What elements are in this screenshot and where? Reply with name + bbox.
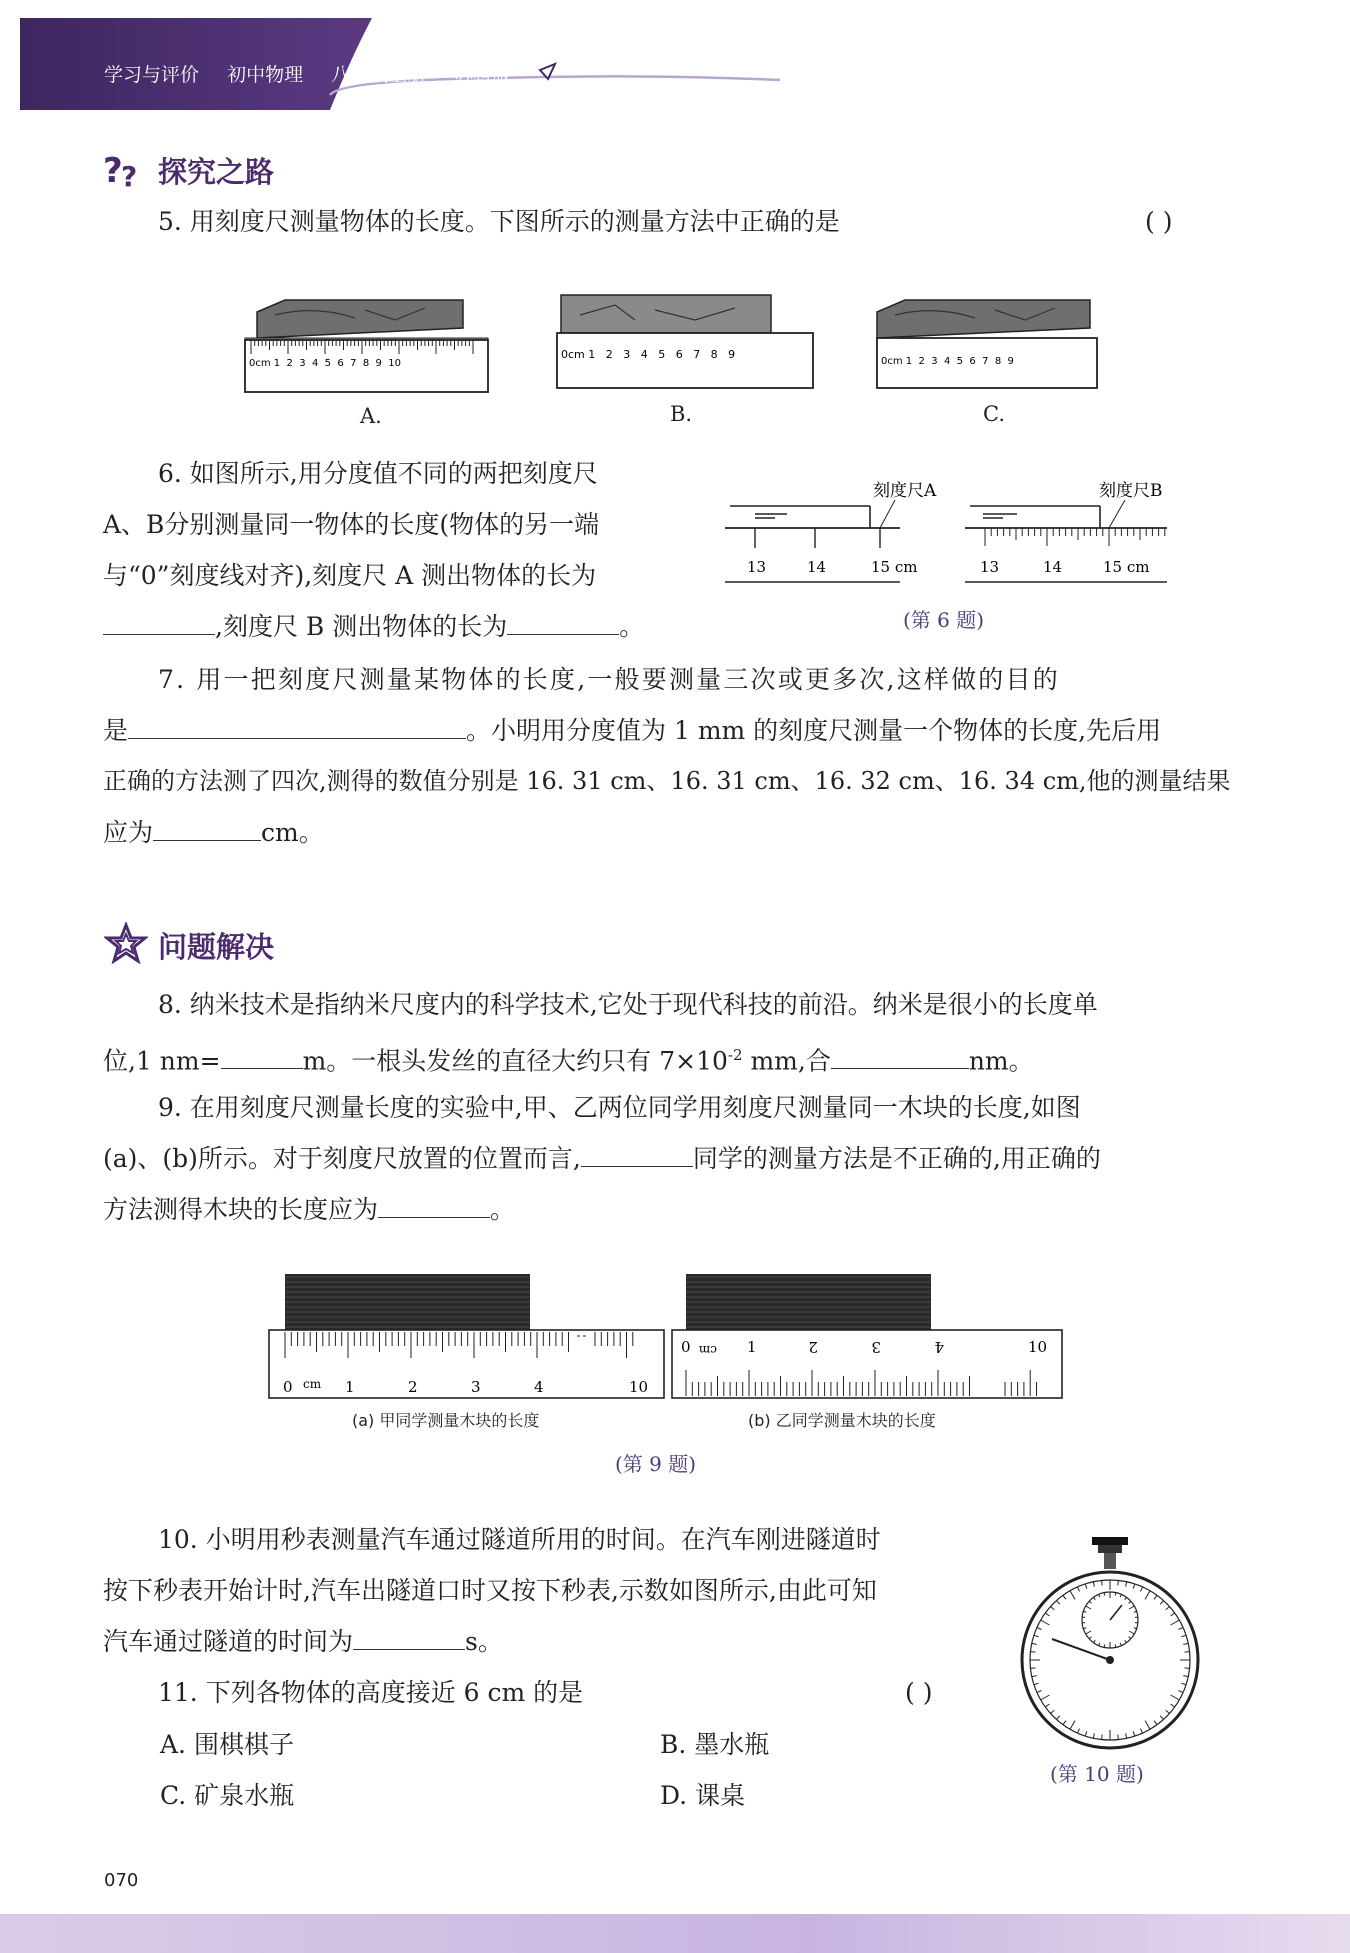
q8-exponent: -2: [727, 1046, 743, 1064]
q7-line2: [103, 705, 1161, 756]
section-title-solve: 问题解决: [158, 930, 275, 964]
q8-line2-c: mm,合: [742, 1046, 831, 1076]
q6-line3: 与“0”刻度线对齐),刻度尺 A 测出物体的长为: [103, 561, 597, 590]
q6-line4-end: 。: [619, 612, 645, 641]
dial-tick: [1030, 1652, 1035, 1653]
q9-b-tick-2: 2: [808, 1338, 818, 1356]
q5-figure-c: [877, 300, 1097, 388]
q7-line4-end: cm。: [261, 818, 324, 847]
q10-line3-b: s。: [465, 1627, 503, 1656]
q9-b-tick-3: 3: [871, 1338, 881, 1356]
dial-tick: [1102, 1580, 1103, 1585]
q6-caption: (第 6 题): [903, 608, 985, 632]
q9-a-tick-2: 2: [408, 1378, 418, 1396]
q9-a-tick-cm: cm: [303, 1377, 322, 1391]
q5-answer-paren: ( ): [1145, 207, 1173, 236]
header-title: [104, 60, 533, 87]
q9-b-tick-1: 1: [747, 1338, 757, 1356]
q11-option-c: C. 矿泉水瓶: [160, 1781, 295, 1810]
header-subject: 初中物理: [227, 64, 304, 86]
q8-line2: [103, 1030, 1034, 1086]
q5-option-b: B.: [670, 402, 693, 426]
q6-line2: A、B分别测量同一物体的长度(物体的另一端: [103, 510, 600, 539]
dial-tick: [1104, 1593, 1105, 1596]
svg-text:?: ?: [103, 151, 123, 190]
q9-b-tick-10: 10: [1028, 1338, 1048, 1356]
q9-a-tick-3: 3: [471, 1378, 481, 1396]
q9-a-tick-4: 4: [534, 1378, 544, 1396]
q10-line2: 按下秒表开始计时,汽车出隧道口时又按下秒表,示数如图所示,由此可知: [103, 1576, 877, 1605]
q7-line2-end: 。小明用分度值为 1 mm 的刻度尺测量一个物体的长度,先后用: [466, 716, 1162, 745]
q6-label-ruler-a: 刻度尺A: [873, 481, 937, 501]
q8-line2-d: nm。: [968, 1046, 1034, 1076]
q5-option-c: C.: [983, 402, 1005, 426]
q9-caption-a: (a) 甲同学测量木块的长度: [352, 1411, 540, 1430]
q9-line3: [103, 1184, 515, 1235]
q6-blank-b[interactable]: [507, 608, 619, 635]
q6-line4-mid: ,刻度尺 B 测出物体的长为: [215, 612, 508, 641]
svg-text:0cm 1 2 3 4 5 6 7: 0cm 1 2 3 4 5 6 7 8 9: [561, 348, 736, 361]
q9-b-tick-0: 0: [681, 1338, 691, 1356]
q6-line4: [103, 601, 644, 652]
q6-rulers-figure: [725, 468, 1185, 598]
svg-text:0cm 1 2 3 4 5 6 7 8 9: 0cm 1 2 3 4 5 6 7 8 9 10: [249, 358, 401, 369]
q11-option-d: D. 课桌: [660, 1781, 746, 1810]
dial-tick: [1115, 1593, 1116, 1596]
question-marks-icon: [103, 150, 147, 190]
dial-tick: [1118, 1735, 1119, 1740]
q9-blank-student[interactable]: [581, 1140, 693, 1167]
q9-a-tick-1: 1: [345, 1378, 355, 1396]
q9-a-tick-0: 0: [283, 1378, 293, 1396]
q6-tick-b-14: 14: [1043, 558, 1063, 576]
section-title-explore: 探究之路: [158, 155, 275, 189]
q9-b-tick-4: 4: [934, 1338, 944, 1356]
q7-blank-result[interactable]: [153, 814, 261, 841]
q10-caption: (第 10 题): [1050, 1762, 1144, 1786]
q8-line2-b: m。一根头发丝的直径大约只有 7×10: [302, 1046, 728, 1076]
q7-line4-start: 应为: [103, 818, 154, 847]
q5-figure-b: [557, 295, 813, 388]
footer-band: [0, 1914, 1350, 1953]
q9-line3-b: 。: [490, 1195, 516, 1224]
q6-label-ruler-b: 刻度尺B: [1099, 481, 1163, 501]
q10-line3: [103, 1616, 503, 1667]
q5-figure-a: [245, 300, 488, 392]
dial-tick: [1030, 1668, 1035, 1669]
q9-a-tick-10: 10: [629, 1378, 649, 1396]
q6-tick-a-15: 15 cm: [871, 558, 918, 576]
q5-text: 5. 用刻度尺测量物体的长度。下图所示的测量方法中正确的是: [158, 207, 840, 236]
header-grade: 八年级上册: [331, 64, 427, 86]
q9-blank-length[interactable]: [378, 1191, 490, 1218]
q6-tick-b-13: 13: [980, 558, 1000, 576]
q6-tick-a-13: 13: [747, 558, 767, 576]
dial-tick: [1118, 1580, 1119, 1585]
q9-line2-a: (a)、(b)所示。对于刻度尺放置的位置而言,: [103, 1144, 581, 1173]
q6-line1: 6. 如图所示,用分度值不同的两把刻度尺: [158, 459, 598, 488]
q7-line4: [103, 807, 324, 858]
q6-tick-a-14: 14: [807, 558, 827, 576]
q9-line3-a: 方法测得木块的长度应为: [103, 1195, 379, 1224]
header-book: 学习与评价: [104, 64, 200, 86]
q10-line1: 10. 小明用秒表测量汽车通过隧道所用的时间。在汽车刚进隧道时: [158, 1525, 881, 1554]
q8-blank-m[interactable]: [221, 1042, 303, 1069]
q5-option-a: A.: [360, 404, 382, 428]
q9-b-tick-cm: cm: [698, 1343, 717, 1357]
q9-figure-a: [269, 1274, 664, 1398]
q7-blank-purpose[interactable]: [128, 712, 466, 739]
q9-line2-b: 同学的测量方法是不正确的,用正确的: [692, 1144, 1101, 1173]
q9-caption-b: (b) 乙同学测量木块的长度: [748, 1411, 936, 1430]
stopwatch-icon: [1010, 1535, 1210, 1755]
dial-tick: [1102, 1735, 1103, 1740]
header-band: [0, 0, 1350, 118]
svg-text:0cm 1 2 3 4 5 6 7 8 9: 0cm 1 2 3 4 5 6 7 8 9: [881, 356, 1014, 367]
q9-line1: 9. 在用刻度尺测量长度的实验中,甲、乙两位同学用刻度尺测量同一木块的长度,如图: [158, 1093, 1081, 1122]
q8-line2-a: 位,1 nm=: [103, 1046, 221, 1076]
q9-rulers-figure: [265, 1270, 1065, 1410]
q11-answer-paren: ( ): [905, 1678, 933, 1707]
q11-option-b: B. 墨水瓶: [660, 1730, 770, 1759]
star-icon: [104, 922, 148, 964]
q10-line3-a: 汽车通过隧道的时间为: [103, 1627, 354, 1656]
q7-line2-start: 是: [103, 716, 129, 745]
page-number: 070: [104, 1870, 139, 1891]
svg-text:?: ?: [121, 160, 138, 190]
q9-figure-b: [672, 1274, 1062, 1398]
q8-line1: 8. 纳米技术是指纳米尺度内的科学技术,它处于现代科技的前沿。纳米是很小的长度单: [158, 990, 1098, 1019]
q7-line3: 正确的方法测了四次,测得的数值分别是 16. 31 cm、16. 31 cm、16. 32 cm、16. 34 cm,他的测量结果: [103, 767, 1231, 795]
q11-option-a: A. 围棋棋子: [160, 1730, 294, 1759]
q5-ruler-figures: [235, 290, 1125, 395]
header-edition: 苏科版: [454, 64, 512, 86]
dial-tick: [1115, 1644, 1116, 1647]
q9-line2: [103, 1133, 1101, 1184]
q10-blank-time[interactable]: [353, 1623, 465, 1650]
dial-tick: [1185, 1668, 1190, 1669]
q11-text: 11. 下列各物体的高度接近 6 cm 的是: [158, 1678, 584, 1707]
dial-tick: [1185, 1652, 1190, 1653]
q9-caption: (第 9 题): [615, 1452, 697, 1476]
q8-blank-nm[interactable]: [831, 1042, 969, 1069]
q6-blank-a[interactable]: [103, 608, 215, 635]
dial-tick: [1104, 1644, 1105, 1647]
q6-tick-b-15: 15 cm: [1103, 558, 1150, 576]
q7-line1: 7. 用一把刻度尺测量某物体的长度,一般要测量三次或更多次,这样做的目的: [158, 665, 1060, 694]
